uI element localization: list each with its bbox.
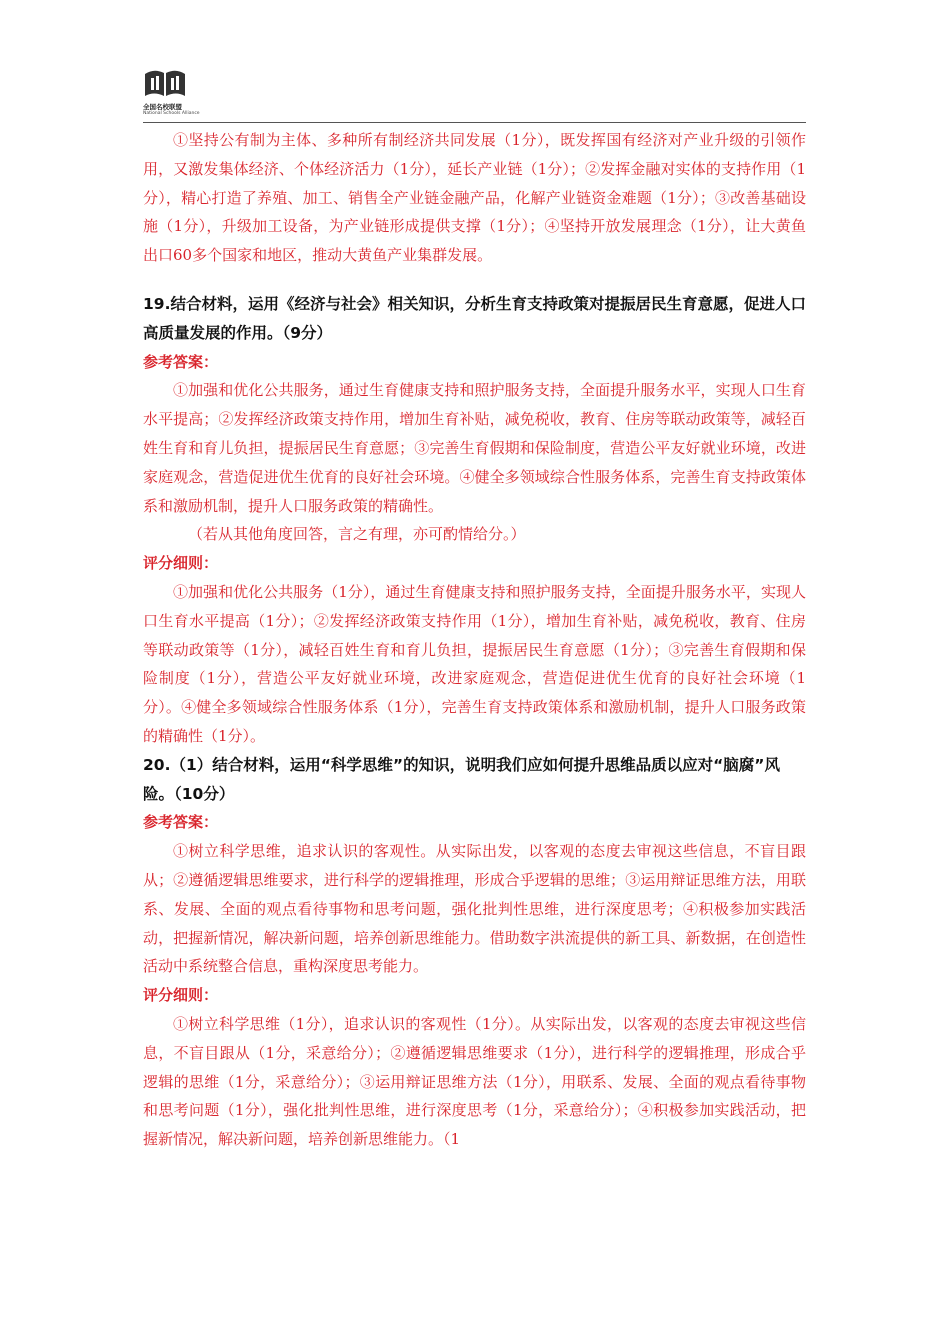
section-gap	[143, 270, 806, 290]
page-header	[143, 66, 806, 123]
school-alliance-logo	[143, 66, 203, 120]
q20-answer: ①树立科学思维，追求认识的客观性。从实际出发，以客观的态度去审视这些信息，不盲目跟从；②遵循逻辑思维要求，进行科学的逻辑推理，形成合乎逻辑的思维；③运用辩证思维方法，用联系、发展、全面的观点看待事物和思考问题，强化批判性思维，进行深度思考；④积极参加实践活动，把握新情况，解决新问题，培养创新思维能力。借助数字洪流提供的新工具、新数据，在创造性活动中系统整合信息，重构深度思考能力。	[143, 842, 806, 976]
q19-note: （若从其他角度回答，言之有理，亦可酌情给分。）	[188, 525, 526, 544]
q19-answer-label: 参考答案：	[143, 352, 219, 371]
logo-text-en: National Schools Alliance	[143, 111, 200, 116]
q19-answer: ①加强和优化公共服务，通过生育健康支持和照护服务支持，全面提升服务水平，实现人口生育水平提高；②发挥经济政策支持作用，增加生育补贴，减免税收，教育、住房等联动政策等，减轻百姓生育和育儿负担，提振居民生育意愿；③完善生育假期和保险制度，营造公平友好就业环境，改进家庭观念，营造促进优生优育的良好社会环境。④健全多领域综合性服务体系，完善生育支持政策体系和激励机制，提升人口服务政策的精确性。	[143, 381, 806, 515]
q20-scoring: ①树立科学思维（1分），追求认识的客观性（1分）。从实际出发，以客观的态度去审视这些信息，不盲目跟从（1分，采意给分）；②遵循逻辑思维要求（1分），进行科学的逻辑推理，形成合乎逻辑的思维（1分，采意给分）；③运用辩证思维方法（1分），用联系、发展、全面的观点看待事物和思考问题（1分），强化批判性思维，进行深度思考（1分，采意给分）；④积极参加实践活动，把握新情况，解决新问题，培养创新思维能力。（1	[143, 1014, 806, 1149]
book-logo-icon	[143, 66, 187, 100]
q20-question: 20.（1）结合材料，运用“科学思维”的知识，说明我们应如何提升思维品质以应对“脑腐”风险。（10分）	[143, 755, 780, 803]
logo-text-cn: 全国名校联盟	[143, 103, 182, 111]
document-body	[143, 126, 806, 1154]
q18-scoring-text: ①坚持公有制为主体、多种所有制经济共同发展（1分），既发挥国有经济对产业升级的引领作用，又激发集体经济、个体经济活力（1分），延长产业链（1分）；②发挥金融对实体的支持作用（1分），精心打造了养殖、加工、销售全产业链金融产品，化解产业链资金难题（1分）；③改善基础设施（1分），升级加工设备，为产业链形成提供支撑（1分）；④坚持开放发展理念（1分），让大黄鱼出口60多个国家和地区，推动大黄鱼产业集群发展。	[143, 131, 806, 265]
q20-scoring-label: 评分细则：	[143, 986, 219, 1005]
q19-scoring-label: 评分细则：	[143, 554, 219, 573]
q20-answer-label: 参考答案：	[143, 813, 219, 832]
q19-scoring: ①加强和优化公共服务（1分），通过生育健康支持和照护服务支持，全面提升服务水平，实现人口生育水平提高（1分）；②发挥经济政策支持作用（1分），增加生育补贴，减免税收，教育、住房等联动政策等（1分），减轻百姓生育和育儿负担，提振居民生育意愿（1分）；③完善生育假期和保险制度（1分），营造公平友好就业环境，改进家庭观念，营造促进优生优育的良好社会环境（1分）。④健全多领域综合性服务体系（1分），完善生育支持政策体系和激励机制，提升人口服务政策的精确性（1分）。	[143, 582, 806, 745]
q19-question: 19.结合材料，运用《经济与社会》相关知识，分析生育支持政策对提振居民生育意愿，促进人口高质量发展的作用。（9分）	[143, 294, 806, 342]
